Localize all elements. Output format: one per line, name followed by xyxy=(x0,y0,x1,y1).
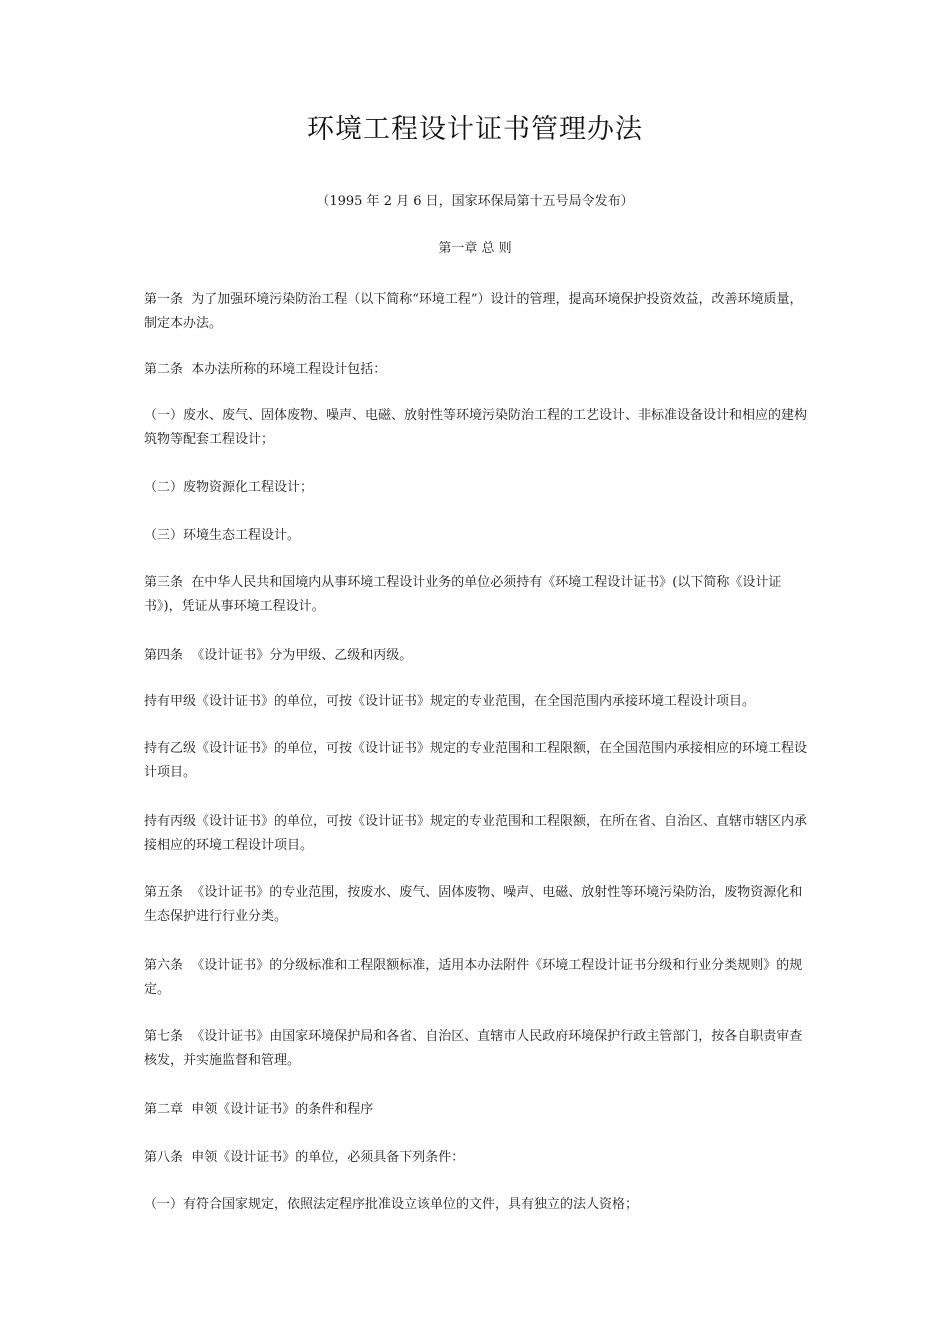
chapter-heading: 第一章 总 则 xyxy=(438,241,512,256)
article-2: 第二条 本办法所称的环境工程设计包括： xyxy=(144,362,387,377)
article-8: 第八条 申领《设计证书》的单位，必须具备下列条件： xyxy=(144,1150,465,1165)
article-2-item-2: （二）废物资源化工程设计； xyxy=(144,480,314,495)
article-2-item-3: （三）环境生态工程设计。 xyxy=(144,528,301,543)
document-subtitle: （1995 年 2 月 6 日，国家环保局第十五号局令发布） xyxy=(316,194,634,209)
article-5: 第五条 《设计证书》的专业范围，按废水、废气、固体废物、噪声、电磁、放射性等环境污染防治，废物资源化和生态保护进行行业分类。 xyxy=(144,885,803,924)
article-6: 第六条 《设计证书》的分级标准和工程限额标准，适用本办法附件《环境工程设计证书分级和行业分类规则》的规定。 xyxy=(144,958,803,997)
article-4: 第四条 《设计证书》分为甲级、乙级和丙级。 xyxy=(144,648,413,663)
article-4-grade-c: 持有丙级《设计证书》的单位，可按《设计证书》规定的专业范围和工程限额，在所在省、自治区、直辖市辖区内承接相应的环境工程设计项目。 xyxy=(144,814,808,853)
article-3: 第三条 在中华人民共和国境内从事环境工程设计业务的单位必须持有《环境工程设计证书》(以下简称《设计证书》)，凭证从事环境工程设计。 xyxy=(144,575,782,614)
article-4-grade-a: 持有甲级《设计证书》的单位，可按《设计证书》规定的专业范围，在全国范围内承接环境工程设计项目。 xyxy=(144,694,756,709)
article-1: 第一条 为了加强环境污染防治工程（以下简称“环境工程”）设计的管理，提高环境保护投资效益，改善环境质量，制定本办法。 xyxy=(144,292,803,331)
document-title: 环境工程设计证书管理办法 xyxy=(307,114,643,145)
article-7: 第七条 《设计证书》由国家环境保护局和各省、自治区、直辖市人民政府环境保护行政主管部门，按各自职责审查核发，并实施监督和管理。 xyxy=(144,1029,803,1068)
article-4-grade-b: 持有乙级《设计证书》的单位，可按《设计证书》规定的专业范围和工程限额，在全国范围内承接相应的环境工程设计项目。 xyxy=(144,741,808,780)
article-2-item-1: （一）废水、废气、固体废物、噪声、电磁、放射性等环境污染防治工程的工艺设计、非标准设备设计和相应的建构筑物等配套工程设计； xyxy=(144,408,808,447)
article-8-item-1: （一）有符合国家规定，依照法定程序批准设立该单位的文件，具有独立的法人资格； xyxy=(144,1197,639,1212)
chapter-2-heading: 第二章 申领《设计证书》的条件和程序 xyxy=(144,1102,374,1117)
